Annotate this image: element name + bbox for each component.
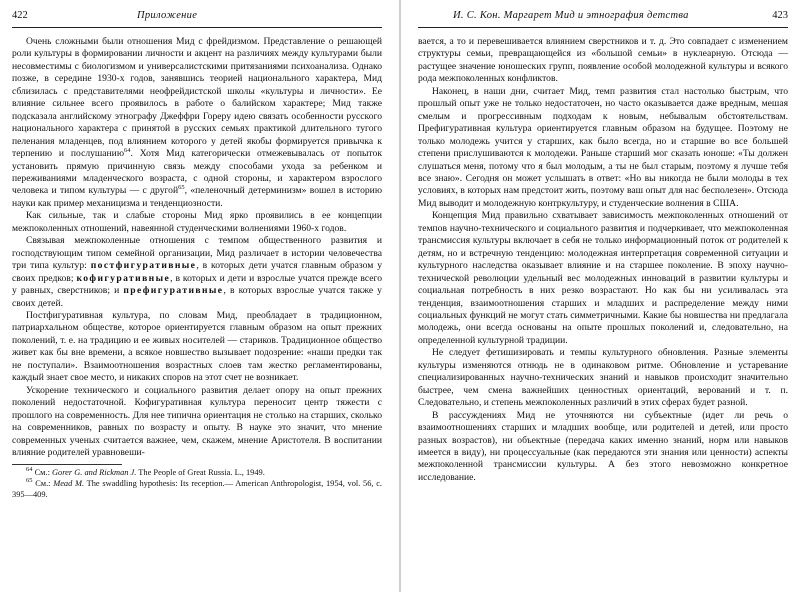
footnote: $^{65}$ См.: Mead M. The swaddling hypothesis: Its reception.— American Anthropologist, 1954, vol. 56, c. 395—409. — [12, 477, 383, 499]
paragraph: Не следует фетишизировать и темпы культурного обновления. Разные элементы культуры изменяются отнюдь не в одинаковом ритме. Обновление и устаревание специализированных научно-технических знаний и навыков происходит значительно быстрее, чем смена важнейших ценностных ориентаций, верований и т. п. Следовательно, и степень межпоколенных различий в этих сферах будет разной. — [418, 347, 788, 409]
right-page-header — [418, 10, 788, 24]
running-head: Приложение — [137, 10, 198, 21]
header-rule — [12, 27, 382, 28]
footnote-marker: 65 — [178, 184, 185, 192]
right-page — [418, 10, 788, 585]
paragraph: Как сильные, так и слабые стороны Мид ярко проявились в ее концепции межпоколенных отношений, навеянной студенческими волнениями 1960-х годов. — [12, 210, 382, 234]
footnote: $^{64}$ См.: Gorer G. and Rickman J. The People of Great Russia. L., 1949. — [26, 466, 265, 478]
book-gutter — [399, 0, 401, 592]
term-cofigurative: кофигуративные — [76, 272, 171, 284]
paragraph: Постфигуративная культура, по словам Мид, преобладает в традиционном, патриархальном обществе, которое ориентируется главным образом на опыт прежних поколений, т. е. на традицию и ее живых носителей — стариков. Традиционное общество живет как бы вне времени, а всякое новшество вызывает подозрение: «наши предки так не поступали». Взаимоотношения возрастных слоев там жестко регламентированы, каждый знает свое место, и никаких споров на этот счет не возникает. — [12, 309, 382, 384]
paragraph: Ускорение технического и социального развития делает опору на опыт прежних поколений недостаточной. Кофигуративная культура переносит центр тяжести с прошлого на современность. Для нее типична ориентация не столько на старших, сколько на современников, равных по возрасту и опыту. В науке это значит, что мнение современных ученых считается важнее, чем, скажем, мнение Аристотеля. В воспитании влияние родителей уравновеши- — [12, 384, 382, 458]
running-head: И. С. Кон. Маргарет Мид и этнография детства — [453, 10, 689, 21]
paragraph: Наконец, в наши дни, считает Мид, темп развития стал настолько быстрым, что прошлый опыт уже не только недостаточен, но часто оказывается даже вредным, мешая смелым и прогрессивным подходам к новым, небывалым обстоятельствам. Префигуративная культура ориентируется главным образом на будущее. Поэтому не только молодежь учится у старших, как было всегда, но и старшие во все большей степени прислушиваются к молодежи. Раньше старший мог сказать юноше: «Ты должен слушаться меня, потому что я был молодым, а ты не был старым, поэтому я лучше тебя все знаю». Сегодня он может услышать в ответ: «Но вы никогда не были молоды в тех условиях, в которых нам предстоит жить, поэтому ваш опыт для нас бесполезен». Отсюда Мид выводит и молодежную контркультуру, и студенческие волнения в США. — [418, 85, 788, 209]
term-prefigurative: префигуративные — [123, 285, 224, 297]
header-rule — [418, 27, 788, 28]
page-number: 422 — [12, 10, 28, 21]
paragraph: Очень сложными были отношения Мид с фрейдизмом. Представление о решающей роли культуры в формировании личности и акцент на различиях между культурами были несовместимы с биологизмом и универсалистскими притязаниями психоанализа. Однако позже, в середине 1930-х годов, занявшись теорией национального характера, Мид сблизилась с представителями неофрейдистской школы «культуры и личности». Ее влияние сильнее всего проявилось в работе о балийском характере; Мид также подсказала английскому этнографу Джеффри Гореру идею связать особенности русского национального характера с принятой в русских семьях практикой длительного тугого пеленания младенцев, под влиянием которого у детей якобы формируется привычка к терпению и послушанию$^{64}$. Хотя Мид категорически отмежевывалась от попыток установить прямую причинную связь между способами ухода за ребенком и переживаниями младенческого возраста, с одной стороны, и характером взрослого человека и типом культуры — с другой$^{65}$, «пеленочный детерминизм» вошел в историю науки как пример механицизма и тенденциозности. — [12, 36, 382, 209]
left-page-header — [12, 10, 382, 24]
paragraph: В рассуждениях Мид не уточняются ни субъектные (идет ли речь о взаимоотношениях старших и младших вообще, или родителей и детей, или просто разных возрастов), ни объектные (передача каких именно знаний, норм или навыков имеется в виду), ни процессуальные (как передаются эти знания или ценности) аспекты межпоколенной трансмиссии культуры. А без этого невозможно конкретное исследование. — [418, 409, 788, 483]
footnote-marker: 64 — [124, 146, 131, 154]
paragraph: вается, а то и перевешивается влиянием сверстников и т. д. Это совпадает с изменением структуры семьи, превращающейся из «большой семьи» в нуклеарную. Отсюда — растущее значение юношеских групп, появление особой молодежной культуры и всякого рода межпоколенных конфликтов. — [418, 36, 788, 85]
paragraph: Концепция Мид правильно схватывает зависимость межпоколенных отношений от темпов научно-технического и социального развития и подчеркивает, что межпоколенная трансмиссия культуры включает в себя не только информационный поток от родителей к детям, но и встречную тенденцию: молодежная интерпретация современной ситуации и культурного наследства оказывает влияние и на старшее поколение. В эпоху научно-технической революции удельный вес молодежных инноваций в развитии культуры и социальная потребность в них резко возрастают. Но как бы ни усиливалась эта тенденция, взаимоотношения старших и младших и распределение между ними социальных функций не могут стать симметричными. Какие бы новшества ни предлагала молодежь, они всегда основаны на опыте прошлых поколений и, следовательно, на определенной культурной традиции. — [418, 210, 788, 346]
footnote-rule — [12, 464, 122, 465]
page-number: 423 — [772, 10, 788, 21]
paragraph: Связывая межпоколенные отношения с темпом общественного развития и господствующим типом семейной организации, Мид различает в истории человечества три типа культур: постфигуративные, в которых дети учатся главным образом у своих предков; кофигуративные, в которых и дети и взрослые учатся прежде всего у равных, сверстников; и префигуративные, в которых взрослые учатся также у своих детей. — [12, 235, 382, 309]
term-postfigurative: постфигуративные — [90, 260, 197, 272]
left-page — [12, 10, 382, 585]
